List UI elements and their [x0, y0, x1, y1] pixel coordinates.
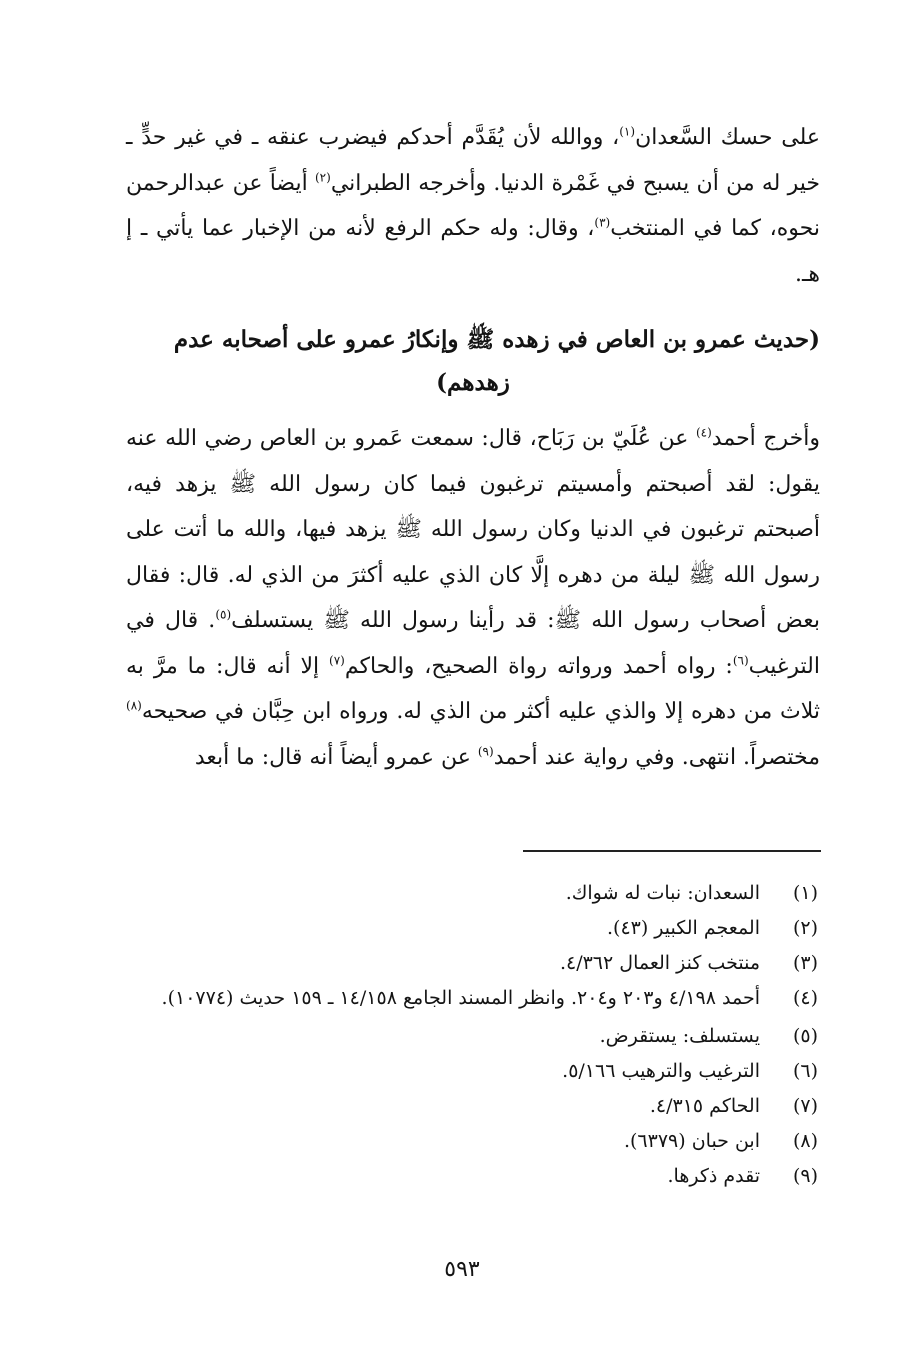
- footnote-text: يستسلف: يستقرض.: [599, 1025, 760, 1047]
- footnote-item: [118, 911, 818, 946]
- footnote-ref-7: (٧): [329, 653, 345, 668]
- intro-text-1: على حسك السَّعدان: [635, 125, 820, 150]
- footnote-item: [118, 1159, 818, 1194]
- body-text-2: عن عُلَيّ بن رَبَاح، قال: سمعت عَمرو بن العاص رضي الله عنه يقول: لقد أصبحتم وأمسيتم ترغبون فيما كان رسول الله ﷺ يزهد فيه، أصبحتم ترغبون في الدنيا وكان رسول الله ﷺ يزهد فيها، والله ما أتت على رسول الله ﷺ ليلة من دهره إلَّا كان الذي عليه أكثرَ من الذي له. قال: فقال بعض أصحاب رسول الله ﷺ: قد رأينا رسول الله ﷺ يستسلف: [126, 426, 820, 633]
- footnote-text: ابن حبان (٦٣٧٩).: [623, 1130, 760, 1152]
- body-text-7: عن عمرو أيضاً أنه قال: ما أبعد: [194, 744, 478, 770]
- footnote-text: منتخب كنز العمال ٤/٣٦٢.: [559, 952, 760, 974]
- intro-text-2: ، ووالله لأن يُقَدَّم أحدكم فيضرب عنقه ـ في غير حدٍّ ـ خير له من أن يسبح في غَمْرة الدنيا. وأخرجه الطبراني: [126, 125, 820, 196]
- footnote-ref-1: (١): [619, 124, 636, 139]
- footnote-number: (١): [792, 882, 818, 904]
- footnote-item: [118, 1019, 818, 1054]
- footnote-ref-3: (٣): [594, 215, 611, 230]
- footnote-number: (٦): [792, 1060, 818, 1082]
- section-heading-line-1: (حديث عمرو بن العاص في زهده ﷺ وإنكارُ عمرو على أصحابه عدم: [173, 326, 820, 353]
- footnote-text: أحمد ٤/١٩٨ و٢٠٣ و٢٠٤. وانظر المسند الجامع ١٤/١٥٨ ـ ١٥٩ حديث (١٠٧٧٤).: [161, 987, 760, 1009]
- footnote-separator: [523, 850, 821, 852]
- footnote-ref-2: (٢): [314, 170, 331, 185]
- intro-paragraph: [126, 115, 820, 297]
- footnote-text: المعجم الكبير (٤٣).: [606, 917, 760, 939]
- footnote-number: (٩): [792, 1165, 818, 1187]
- footnote-number: (٢): [792, 917, 818, 939]
- footnote-item: [118, 946, 818, 981]
- footnote-item: [118, 876, 818, 911]
- footnote-text: تقدم ذكرها.: [667, 1165, 760, 1187]
- footnote-text: الترغيب والترهيب ٥/١٦٦.: [562, 1060, 760, 1082]
- page-number: ٥٩٣: [444, 1257, 480, 1282]
- footnote-item: [118, 1054, 818, 1089]
- footnote-ref-9: (٩): [477, 744, 494, 759]
- footnote-item: [118, 1124, 818, 1159]
- body-text-6: مختصراً. انتهى. وفي رواية عند أحمد: [493, 744, 820, 770]
- intro-text-4: ، وقال: وله حكم الرفع لأنه من الإخبار عما يأتي ـ إ هـ.: [126, 216, 820, 287]
- body-text-4: : رواه أحمد ورواته رواة الصحيح، والحاكم: [344, 653, 733, 679]
- footnote-number: (٧): [792, 1095, 818, 1117]
- hadith-paragraph: [126, 416, 820, 780]
- footnote-ref-6: (٦): [732, 653, 749, 668]
- footnote-number: (٥): [792, 1025, 818, 1047]
- footnote-item: [118, 981, 818, 1015]
- footnote-number: (٨): [792, 1130, 818, 1152]
- intro-text-3: أيضاً عن عبدالرحمن نحوه، كما في المنتخب: [126, 170, 820, 241]
- body-text-1: وأخرج أحمد: [711, 426, 820, 451]
- footnotes-list: [118, 876, 818, 1194]
- footnote-ref-4: (٤): [695, 425, 712, 440]
- footnote-number: (٣): [792, 952, 818, 974]
- footnote-ref-8: (٨): [126, 698, 142, 713]
- footnote-text: الحاكم ٤/٣١٥.: [649, 1095, 760, 1117]
- footnote-ref-5: (٥): [215, 607, 232, 622]
- footnote-text: السعدان: نبات له شواك.: [565, 882, 760, 904]
- footnote-item: [118, 1089, 818, 1124]
- section-heading: [126, 318, 820, 404]
- body-text-5: إلا أنه قال: ما مرَّ به ثلاث من دهره إلا والذي عليه أكثر من الذي له. ورواه ابن حِبَّان في صحيحه: [126, 653, 820, 724]
- body-text-3: . قال في الترغيب: [126, 608, 820, 679]
- section-heading-line-2: زهدهم): [436, 369, 510, 396]
- footnote-number: (٤): [792, 987, 818, 1009]
